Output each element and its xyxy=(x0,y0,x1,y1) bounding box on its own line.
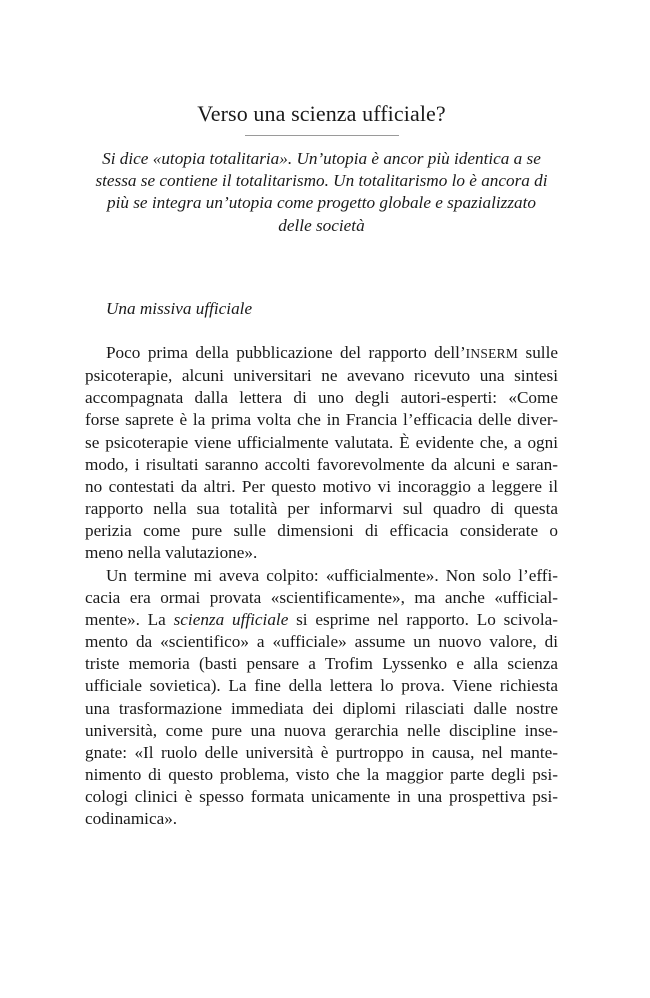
text-line: una trasformazione immediata dei diplomi rilasciati dalle nostre xyxy=(85,698,558,718)
epigraph xyxy=(85,148,558,237)
text-line: accompagnata dalla lettera di uno degli autori-esperti: «Come xyxy=(85,388,558,408)
text-span: sulle xyxy=(518,343,558,362)
epigraph-line: delle società xyxy=(278,215,365,235)
text-line: perizia come pure sulle dimensioni di efficacia considerate o xyxy=(85,521,558,541)
text-line: codinamica». xyxy=(85,809,178,829)
section-title: Una missiva ufficiale xyxy=(106,299,253,318)
text-line: cacia era ormai provata «scientificamente», ma anche «ufficial- xyxy=(85,587,558,607)
emphasis: scienza ufficiale xyxy=(173,609,289,629)
text-span: Poco prima della pubblicazione del rapporto dell’ xyxy=(106,343,466,362)
text-line: triste memoria (basti pensare a Trofim Lyssenko e alla scienza xyxy=(85,654,558,674)
text-line: no contestati da altri. Per questo motivo vi incoraggio a leggere il xyxy=(85,476,558,496)
paragraph xyxy=(85,342,558,565)
text-line: forse saprete è la prima volta che in Francia l’efficacia delle diver- xyxy=(85,410,558,430)
text-line: se psicoterapie viene ufficialmente valutata. È evidente che, a ogni xyxy=(85,432,558,452)
text-line: meno nella valutazione». xyxy=(85,543,258,563)
title-divider xyxy=(245,135,399,136)
body-text xyxy=(85,342,558,830)
text-line xyxy=(85,342,558,365)
book-page xyxy=(85,0,558,998)
text-span: si esprime nel rapporto. Lo scivola- xyxy=(288,609,558,629)
text-line: nimento di questo problema, visto che la maggior parte degli psi- xyxy=(85,764,558,784)
text-line: gnate: «Il ruolo delle università è purtroppo in causa, nel mante- xyxy=(85,742,558,762)
acronym: INSERM xyxy=(465,346,519,361)
text-line: mento da «scientifico» a «ufficiale» assume un nuovo valore, di xyxy=(85,632,558,652)
chapter-title: Verso una scienza ufficiale? xyxy=(197,101,446,126)
text-line xyxy=(85,609,558,631)
text-line: Un termine mi aveva colpito: «ufficialmente». Non solo l’effi- xyxy=(106,565,558,585)
text-span: mente». La xyxy=(85,609,174,629)
epigraph-line: Si dice «utopia totalitaria». Un’utopia è ancor più identica a se xyxy=(102,149,541,168)
text-line: modo, i risultati saranno accolti favorevolmente da alcuni e saran- xyxy=(85,454,558,474)
text-line: cologi clinici è spesso formata unicamente in una prospettiva psi- xyxy=(85,787,558,807)
epigraph-line: più se integra un’utopia come progetto globale e spazializzato xyxy=(106,193,537,213)
epigraph-line: stessa se contiene il totalitarismo. Un totalitarismo lo è ancora di xyxy=(95,171,548,191)
text-line: psicoterapie, alcuni universitari ne avevano ricevuto una sintesi xyxy=(85,366,558,386)
text-line: rapporto nella sua totalità per informarvi sul quadro di questa xyxy=(85,499,558,519)
text-line: università, come pure una nuova gerarchia nelle discipline inse- xyxy=(85,720,558,740)
paragraph xyxy=(85,565,558,831)
text-line: ufficiale sovietica). La fine della lettera lo prova. Viene richiesta xyxy=(85,676,558,696)
